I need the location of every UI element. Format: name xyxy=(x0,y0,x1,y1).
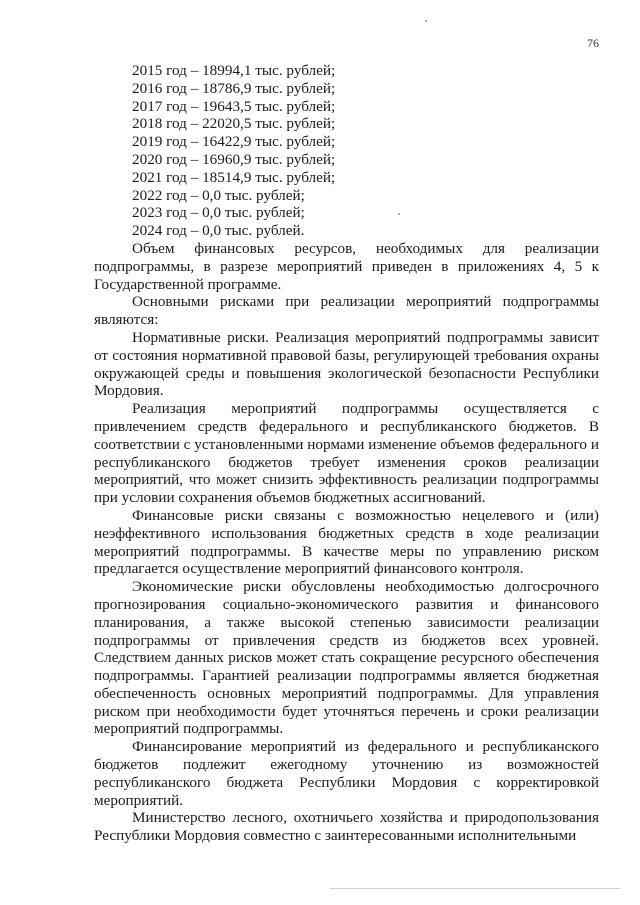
paragraph-budget-implementation: Реализация мероприятий подпрограммы осуществляется с привлечением средств федерального и республиканского бюджетов. В соответствии с установленными нормами изменение объемов федерального и республиканского бюджетов требует изменения сроков реализации мероприятий, что может снизить эффективность реализации подпрограммы при условии сохранения объемов бюджетных ассигнований. xyxy=(94,400,599,507)
funding-year-line: 2022 год – 0,0 тыс. рублей; xyxy=(132,186,305,204)
scan-speck xyxy=(425,20,427,22)
funding-year-line: 2017 год – 19643,5 тыс. рублей; xyxy=(132,97,336,115)
funding-year-line: 2021 год – 18514,9 тыс. рублей; xyxy=(132,168,336,186)
page-body xyxy=(94,62,599,845)
funding-years-list xyxy=(94,62,599,240)
paragraph-financing-adjustment: Финансирование мероприятий из федерального и республиканского бюджетов подлежит ежегодному уточнению из возможностей республиканского бюджета Республики Мордовия с корректировкой мероприятий. xyxy=(94,738,599,809)
funding-year-line: 2018 год – 22020,5 тыс. рублей; xyxy=(132,115,336,133)
paragraph-funding-volume: Объем финансовых ресурсов, необходимых для реализации подпрограммы, в разрезе мероприятий приведен в приложениях 4, 5 к Государственной программе. xyxy=(94,239,599,293)
page-number: 76 xyxy=(587,36,599,50)
funding-year-line: 2024 год – 0,0 тыс. рублей. xyxy=(132,222,305,240)
scan-edge-line xyxy=(330,888,620,889)
funding-year-line: 2015 год – 18994,1 тыс. рублей; xyxy=(132,62,336,79)
paragraph-financial-risks: Финансовые риски связаны с возможностью нецелевого и (или) неэффективного использования бюджетных средств в ходе реализации мероприятий подпрограммы. В качестве меры по управлению риском предлагается осуществление мероприятий финансового контроля. xyxy=(94,506,599,578)
paragraph-risks-intro: Основными рисками при реализации мероприятий подпрограммы являются: xyxy=(94,293,599,329)
funding-year-line: 2019 год – 16422,9 тыс. рублей; xyxy=(132,133,336,151)
funding-year-line: 2020 год – 16960,9 тыс. рублей; xyxy=(132,150,336,168)
funding-year-line: 2016 год – 18786,9 тыс. рублей; xyxy=(132,79,336,97)
paragraph-ministry: Министерство лесного, охотничьего хозяйства и природопользования Республики Мордовия совместно с заинтересованными исполнительными xyxy=(94,809,599,845)
scan-speck xyxy=(398,213,400,215)
paragraph-economic-risks: Экономические риски обусловлены необходимостью долгосрочного прогнозирования социально-экономического развития и финансового планирования, а также высокой степенью зависимости реализации подпрограммы от привлечения средств из бюджетов всех уровней. Следствием данных рисков может стать сокращение ресурсного обеспечения подпрограммы. Гарантией реализации подпрограммы является бюджетная обеспеченность основных мероприятий подпрограммы. Для управления риском при необходимости будет уточняться перечень и сроки реализации мероприятий подпрограммы. xyxy=(94,578,599,738)
funding-year-line: 2023 год – 0,0 тыс. рублей; xyxy=(132,204,305,222)
paragraph-normative-risks: Нормативные риски. Реализация мероприятий подпрограммы зависит от состояния нормативной правовой базы, регулирующей требования охраны окружающей среды и повышения экологической безопасности Республики Мордовия. xyxy=(94,328,599,400)
